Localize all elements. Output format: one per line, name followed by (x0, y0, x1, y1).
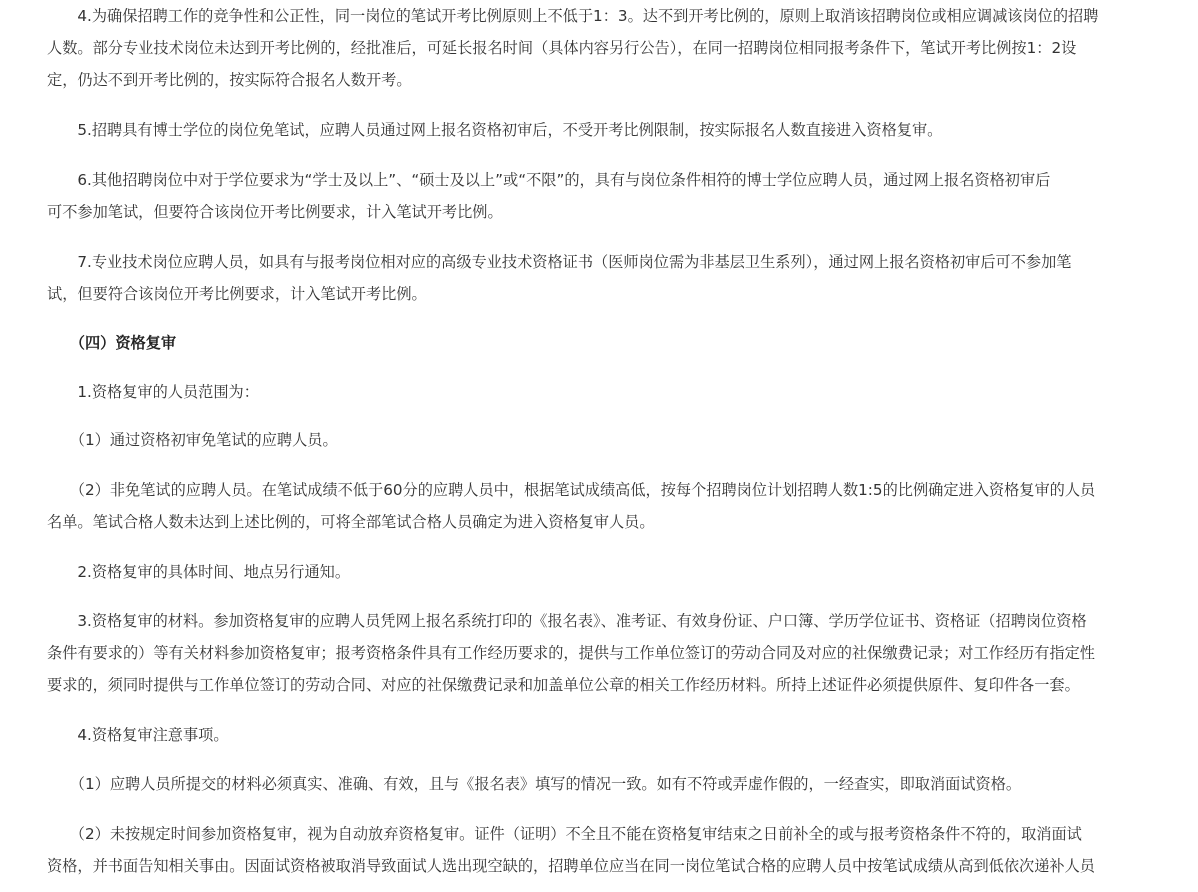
paragraph-review-time (47, 556, 1155, 588)
text-line: 7.专业技术岗位应聘人员，如具有与报考岗位相对应的高级专业技术资格证书（医师岗位需为非基层卫生系列），通过网上报名资格初审后可不参加笔 (47, 253, 1072, 271)
text-line: 5.招聘具有博士学位的岗位免笔试，应聘人员通过网上报名资格初审后，不受开考比例限制，按实际报名人数直接进入资格复审。 (47, 121, 943, 139)
text-line: 可不参加笔试，但要符合该岗位开考比例要求，计入笔试开考比例。 (47, 203, 503, 221)
text-line: 条件有要求的）等有关材料参加资格复审；报考资格条件具有工作经历要求的，提供与工作单位签订的劳动合同及对应的社保缴费记录；对工作经历有指定性 (47, 644, 1095, 662)
text-line: 名单。笔试合格人数未达到上述比例的，可将全部笔试合格人员确定为进入资格复审人员。 (47, 513, 655, 531)
paragraph-doctorate-exempt (47, 114, 1155, 146)
text-line: 1.资格复审的人员范围为： (47, 383, 259, 401)
text-line: （2）未按规定时间参加资格复审，视为自动放弃资格复审。证件（证明）不全且不能在资格复审结束之日前补全的或与报考资格条件不符的，取消面试 (47, 825, 1082, 843)
text-line: 4.为确保招聘工作的竞争性和公正性，同一岗位的笔试开考比例原则上不低于1：3。达不到开考比例的，原则上取消该招聘岗位或相应调减该岗位的招聘 (47, 7, 1099, 25)
heading-text: （四）资格复审 (47, 334, 177, 352)
paragraph-review-notes-1 (47, 768, 1155, 800)
text-line: （1）通过资格初审免笔试的应聘人员。 (47, 431, 338, 449)
text-line: 定，仍达不到开考比例的，按实际符合报名人数开考。 (47, 71, 412, 89)
paragraph-exam-ratio (47, 0, 1155, 96)
paragraph-review-scope-2 (47, 474, 1155, 538)
paragraph-review-notes (47, 719, 1155, 751)
text-line: （2）非免笔试的应聘人员。在笔试成绩不低于60分的应聘人员中，根据笔试成绩高低，按每个招聘岗位计划招聘人数1:5的比例确定进入资格复审的人员 (47, 481, 1096, 499)
text-line: 资格，并书面告知相关事由。因面试资格被取消导致面试人选出现空缺的，招聘单位应当在同一岗位笔试合格的应聘人员中按笔试成绩从高到低依次递补人员 (47, 857, 1095, 875)
text-line: 2.资格复审的具体时间、地点另行通知。 (47, 563, 351, 581)
paragraph-review-materials (47, 605, 1155, 701)
text-line: （1）应聘人员所提交的材料必须真实、准确、有效，且与《报名表》填写的情况一致。如有不符或弄虚作假的，一经查实，即取消面试资格。 (47, 775, 1022, 793)
section-heading-review (47, 327, 1155, 359)
text-line: 6.其他招聘岗位中对于学位要求为“学士及以上”、“硕士及以上”或“不限”的，具有与岗位条件相符的博士学位应聘人员，通过网上报名资格初审后 (47, 171, 1051, 189)
text-line: 人数。部分专业技术岗位未达到开考比例的，经批准后，可延长报名时间（具体内容另行公告），在同一招聘岗位相同报考条件下，笔试开考比例按1：2设 (47, 39, 1077, 57)
paragraph-review-scope-1 (47, 424, 1155, 456)
paragraph-other-positions (47, 164, 1155, 228)
paragraph-senior-title (47, 246, 1155, 310)
paragraph-review-notes-2 (47, 818, 1155, 882)
text-line: 3.资格复审的材料。参加资格复审的应聘人员凭网上报名系统打印的《报名表》、准考证、有效身份证、户口簿、学历学位证书、资格证（招聘岗位资格 (47, 612, 1087, 630)
text-line: 4.资格复审注意事项。 (47, 726, 229, 744)
text-line: 试，但要符合该岗位开考比例要求，计入笔试开考比例。 (47, 285, 427, 303)
text-line: 要求的，须同时提供与工作单位签订的劳动合同、对应的社保缴费记录和加盖单位公章的相关工作经历材料。所持上述证件必须提供原件、复印件各一套。 (47, 676, 1080, 694)
paragraph-review-scope (47, 376, 1155, 408)
